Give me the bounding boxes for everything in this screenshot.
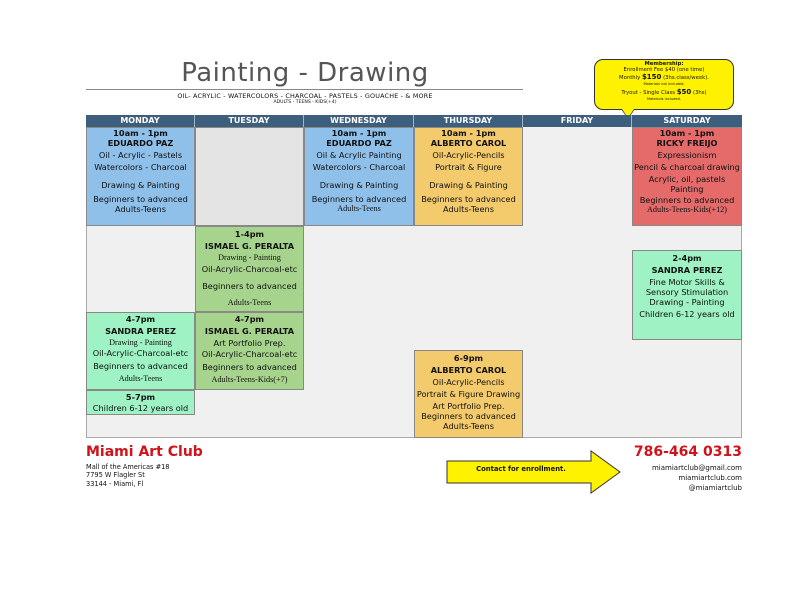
- class-thursday-evening: 6-9pm ALBERTO CAROL Oil-Acrylic-Pencils Portrait & Figure Drawing Art Portfolio Prep. Beginners to advanced Adults-Teens: [414, 350, 523, 438]
- media-list: OIL- ACRYLIC - WATERCOLORS - CHARCOAL - PASTELS - GOUACHE - & MORE: [177, 92, 433, 100]
- membership-monthly: Monthly $150 (3hs.class/week).: [619, 72, 709, 81]
- class-tuesday-evening: 4-7pm ISMAEL G. PERALTA Art Portfolio Prep. Oil-Acrylic-Charcoal-etc Beginners to advanced Adults-Teens-Kids(+7): [195, 312, 304, 390]
- class-tuesday-afternoon: 1-4pm ISMAEL G. PERALTA Drawing - Painting Oil-Acrylic-Charcoal-etc Beginners to advanced Adults-Teens: [195, 226, 304, 312]
- address-line-3: 33144 - Miami, Fl: [86, 479, 144, 488]
- address-line-2: 7795 W Flagler St: [86, 471, 145, 480]
- website-link[interactable]: miamiartclub.com: [678, 474, 742, 482]
- club-address: [86, 463, 170, 488]
- day-header-friday: FRIDAY: [523, 115, 632, 127]
- membership-bubble: [594, 59, 734, 110]
- contact-arrow: [446, 450, 621, 494]
- class-saturday-morning: 10am - 1pm RICKY FREIJO Expressionism Pencil & charcoal drawing Acrylic, oil, pastels Painting Beginners to advanced Adults-Teens-Kids(+12): [632, 127, 742, 226]
- class-monday-morning: 10am - 1pm EDUARDO PAZ Oil - Acrylic - Pastels Watercolors - Charcoal Drawing & Painting Beginners to advanced Adults-Teens: [86, 127, 195, 226]
- contact-cta: Contact for enrollment.: [476, 465, 566, 473]
- phone-number[interactable]: 786-464 0313: [633, 444, 742, 460]
- day-header-monday: MONDAY: [86, 115, 195, 127]
- class-thursday-morning: 10am - 1pm ALBERTO CAROL Oil-Acrylic-Pencils Portrait & Figure Drawing & Painting Beginners to advanced Adults-Teens: [414, 127, 523, 226]
- title-divider: [86, 89, 523, 90]
- address-line-1: Mall of the Americas #18: [86, 463, 170, 471]
- class-monday-kids: 5-7pm Children 6-12 years old: [86, 390, 195, 415]
- membership-title: Membership:: [644, 61, 684, 67]
- contact-info: [600, 463, 742, 493]
- page-title: Painting - Drawing: [181, 58, 429, 88]
- class-wednesday-morning: 10am - 1pm EDUARDO PAZ Oil & Acrylic Painting Watercolors - Charcoal Drawing & Painting Beginners to advanced Adults-Teens: [304, 127, 414, 226]
- day-header-tuesday: TUESDAY: [195, 115, 304, 127]
- club-name: Miami Art Club: [86, 444, 203, 460]
- class-saturday-afternoon: 2-4pm SANDRA PEREZ Fine Motor Skills & Sensory Stimulation Drawing - Painting Children 6-12 years old: [632, 250, 742, 340]
- day-header-wednesday: WEDNESDAY: [304, 115, 414, 127]
- day-header-saturday: SATURDAY: [632, 115, 742, 127]
- day-header-thursday: THURSDAY: [414, 115, 523, 127]
- membership-tryout: Tryout - Single Class $50 (3hs): [621, 88, 707, 97]
- membership-materials-included: Materials included.: [646, 97, 682, 102]
- audience-list: ADULTS - TEENS - KIDS(+4): [273, 100, 337, 105]
- class-monday-evening: 4-7pm SANDRA PEREZ Drawing - Painting Oil-Acrylic-Charcoal-etc Beginners to advanced Adults-Teens: [86, 312, 195, 390]
- membership-materials-note: Materials not included.: [643, 81, 685, 86]
- class-tuesday-morning-empty: [195, 127, 304, 226]
- social-handle[interactable]: @miamiartclub: [688, 484, 742, 492]
- email-link[interactable]: miamiartclub@gmail.com: [651, 464, 742, 472]
- membership-enrollment: Enrollment Fee $40 (one time): [623, 67, 705, 74]
